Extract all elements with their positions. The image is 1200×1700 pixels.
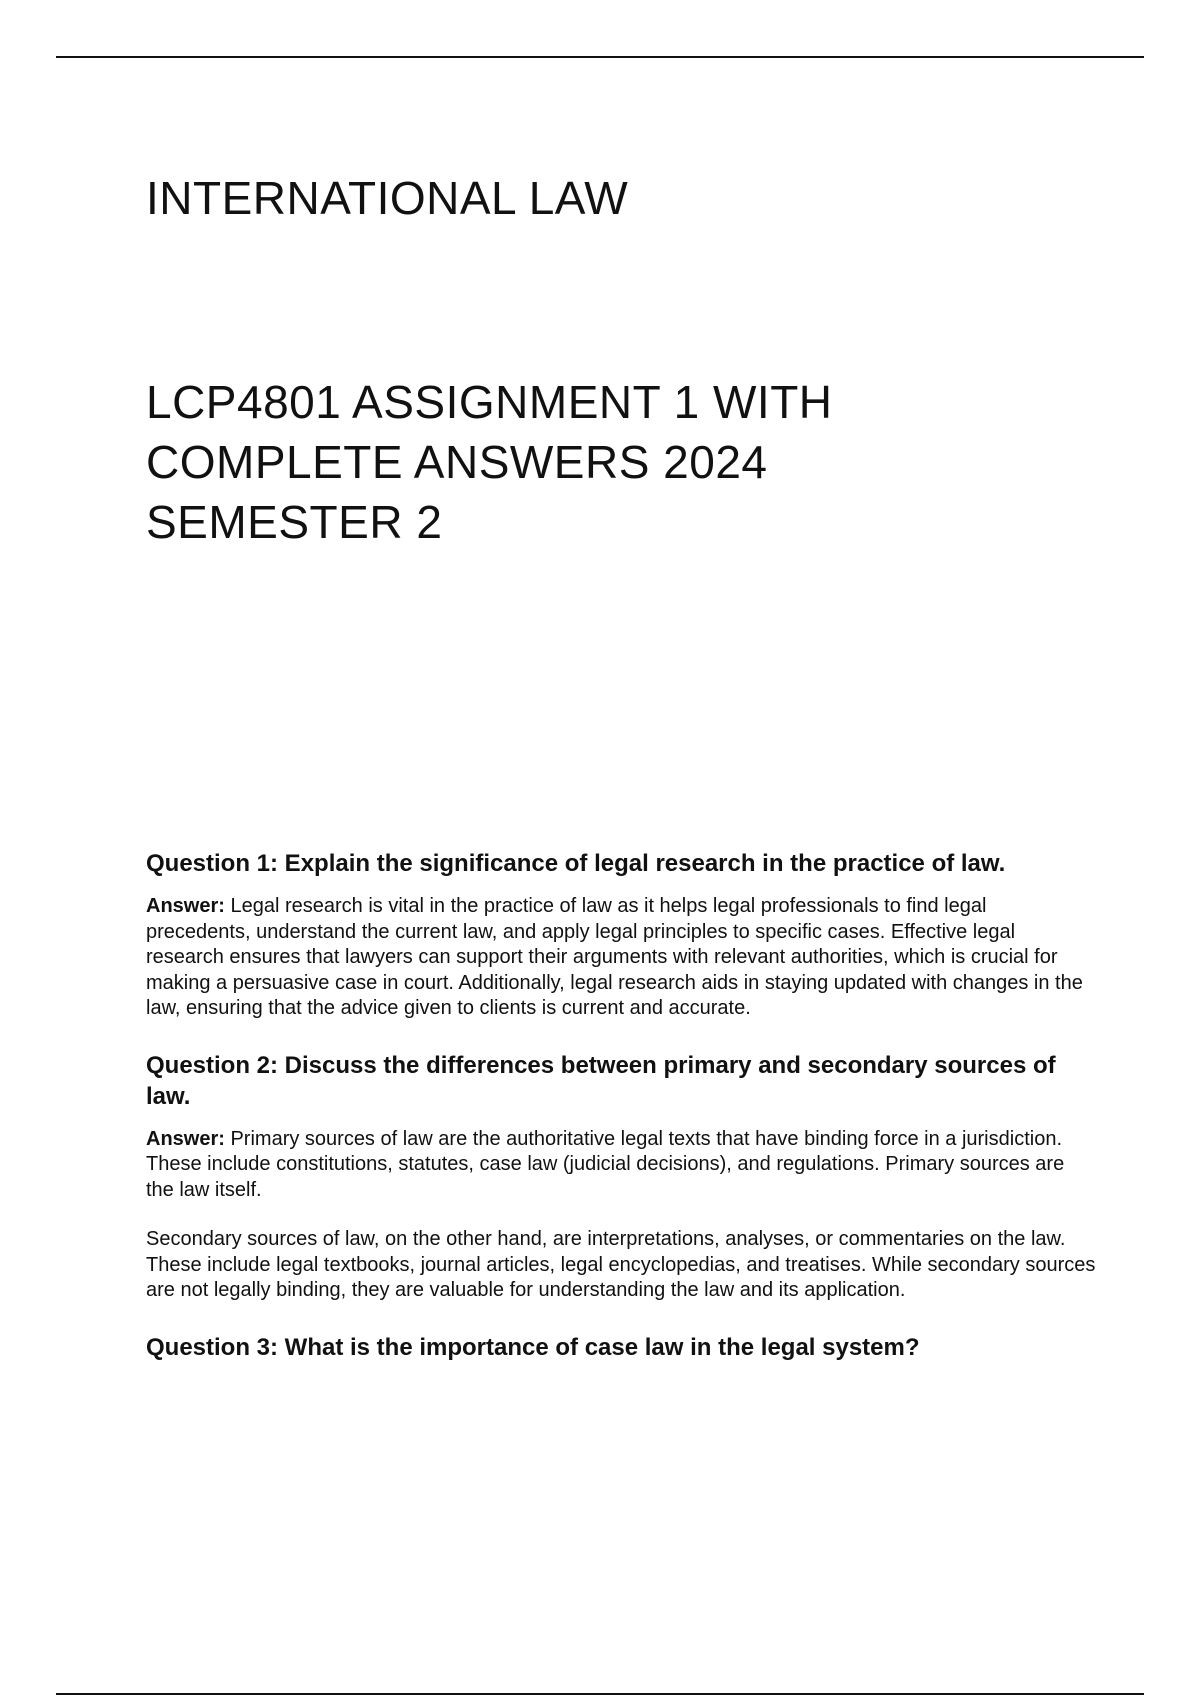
question-2-heading: Question 2: Discuss the differences between primary and secondary sources of law. <box>146 1051 1056 1110</box>
assignment-title-line: SEMESTER 2 <box>146 496 443 548</box>
answer-text: Legal research is vital in the practice of law as it helps legal professionals to find legal precedents, understand the current law, and apply legal principles to specific cases. Effective legal research ensures that lawyers can support their arguments with relevant authorities, which is crucial for making a persuasive case in court. Additionally, legal research aids in staying updated with changes in the law, ensuring that the advice given to clients is current and accurate. <box>146 895 1083 1019</box>
question-2-answer-continued: Secondary sources of law, on the other hand, are interpretations, analyses, or commentaries on the law. These include legal textbooks, journal articles, legal encyclopedias, and treatises. While secondary sources are not legally binding, they are valuable for understanding the law and its application. <box>146 1228 1096 1301</box>
questions-section <box>146 848 1096 1378</box>
question-1-heading: Question 1: Explain the significance of legal research in the practice of law. <box>146 850 1006 877</box>
question-3-heading: Question 3: What is the importance of case law in the legal system? <box>146 1333 920 1361</box>
answer-text: Primary sources of law are the authoritative legal texts that have binding force in a jurisdiction. These include constitutions, statutes, case law (judicial decisions), and regulations. Primary sources are the law itself. <box>146 1127 1065 1201</box>
question-1-answer <box>146 894 1096 1022</box>
assignment-title-line: COMPLETE ANSWERS 2024 <box>146 436 768 488</box>
bottom-rule <box>56 1693 1144 1695</box>
assignment-title <box>146 372 1006 552</box>
answer-label: Answer: <box>146 895 225 917</box>
question-2-answer <box>146 1127 1096 1204</box>
top-rule <box>56 56 1144 58</box>
assignment-title-line: LCP4801 ASSIGNMENT 1 WITH <box>146 376 833 428</box>
course-title: INTERNATIONAL LAW <box>146 172 629 224</box>
answer-label: Answer: <box>146 1127 225 1150</box>
